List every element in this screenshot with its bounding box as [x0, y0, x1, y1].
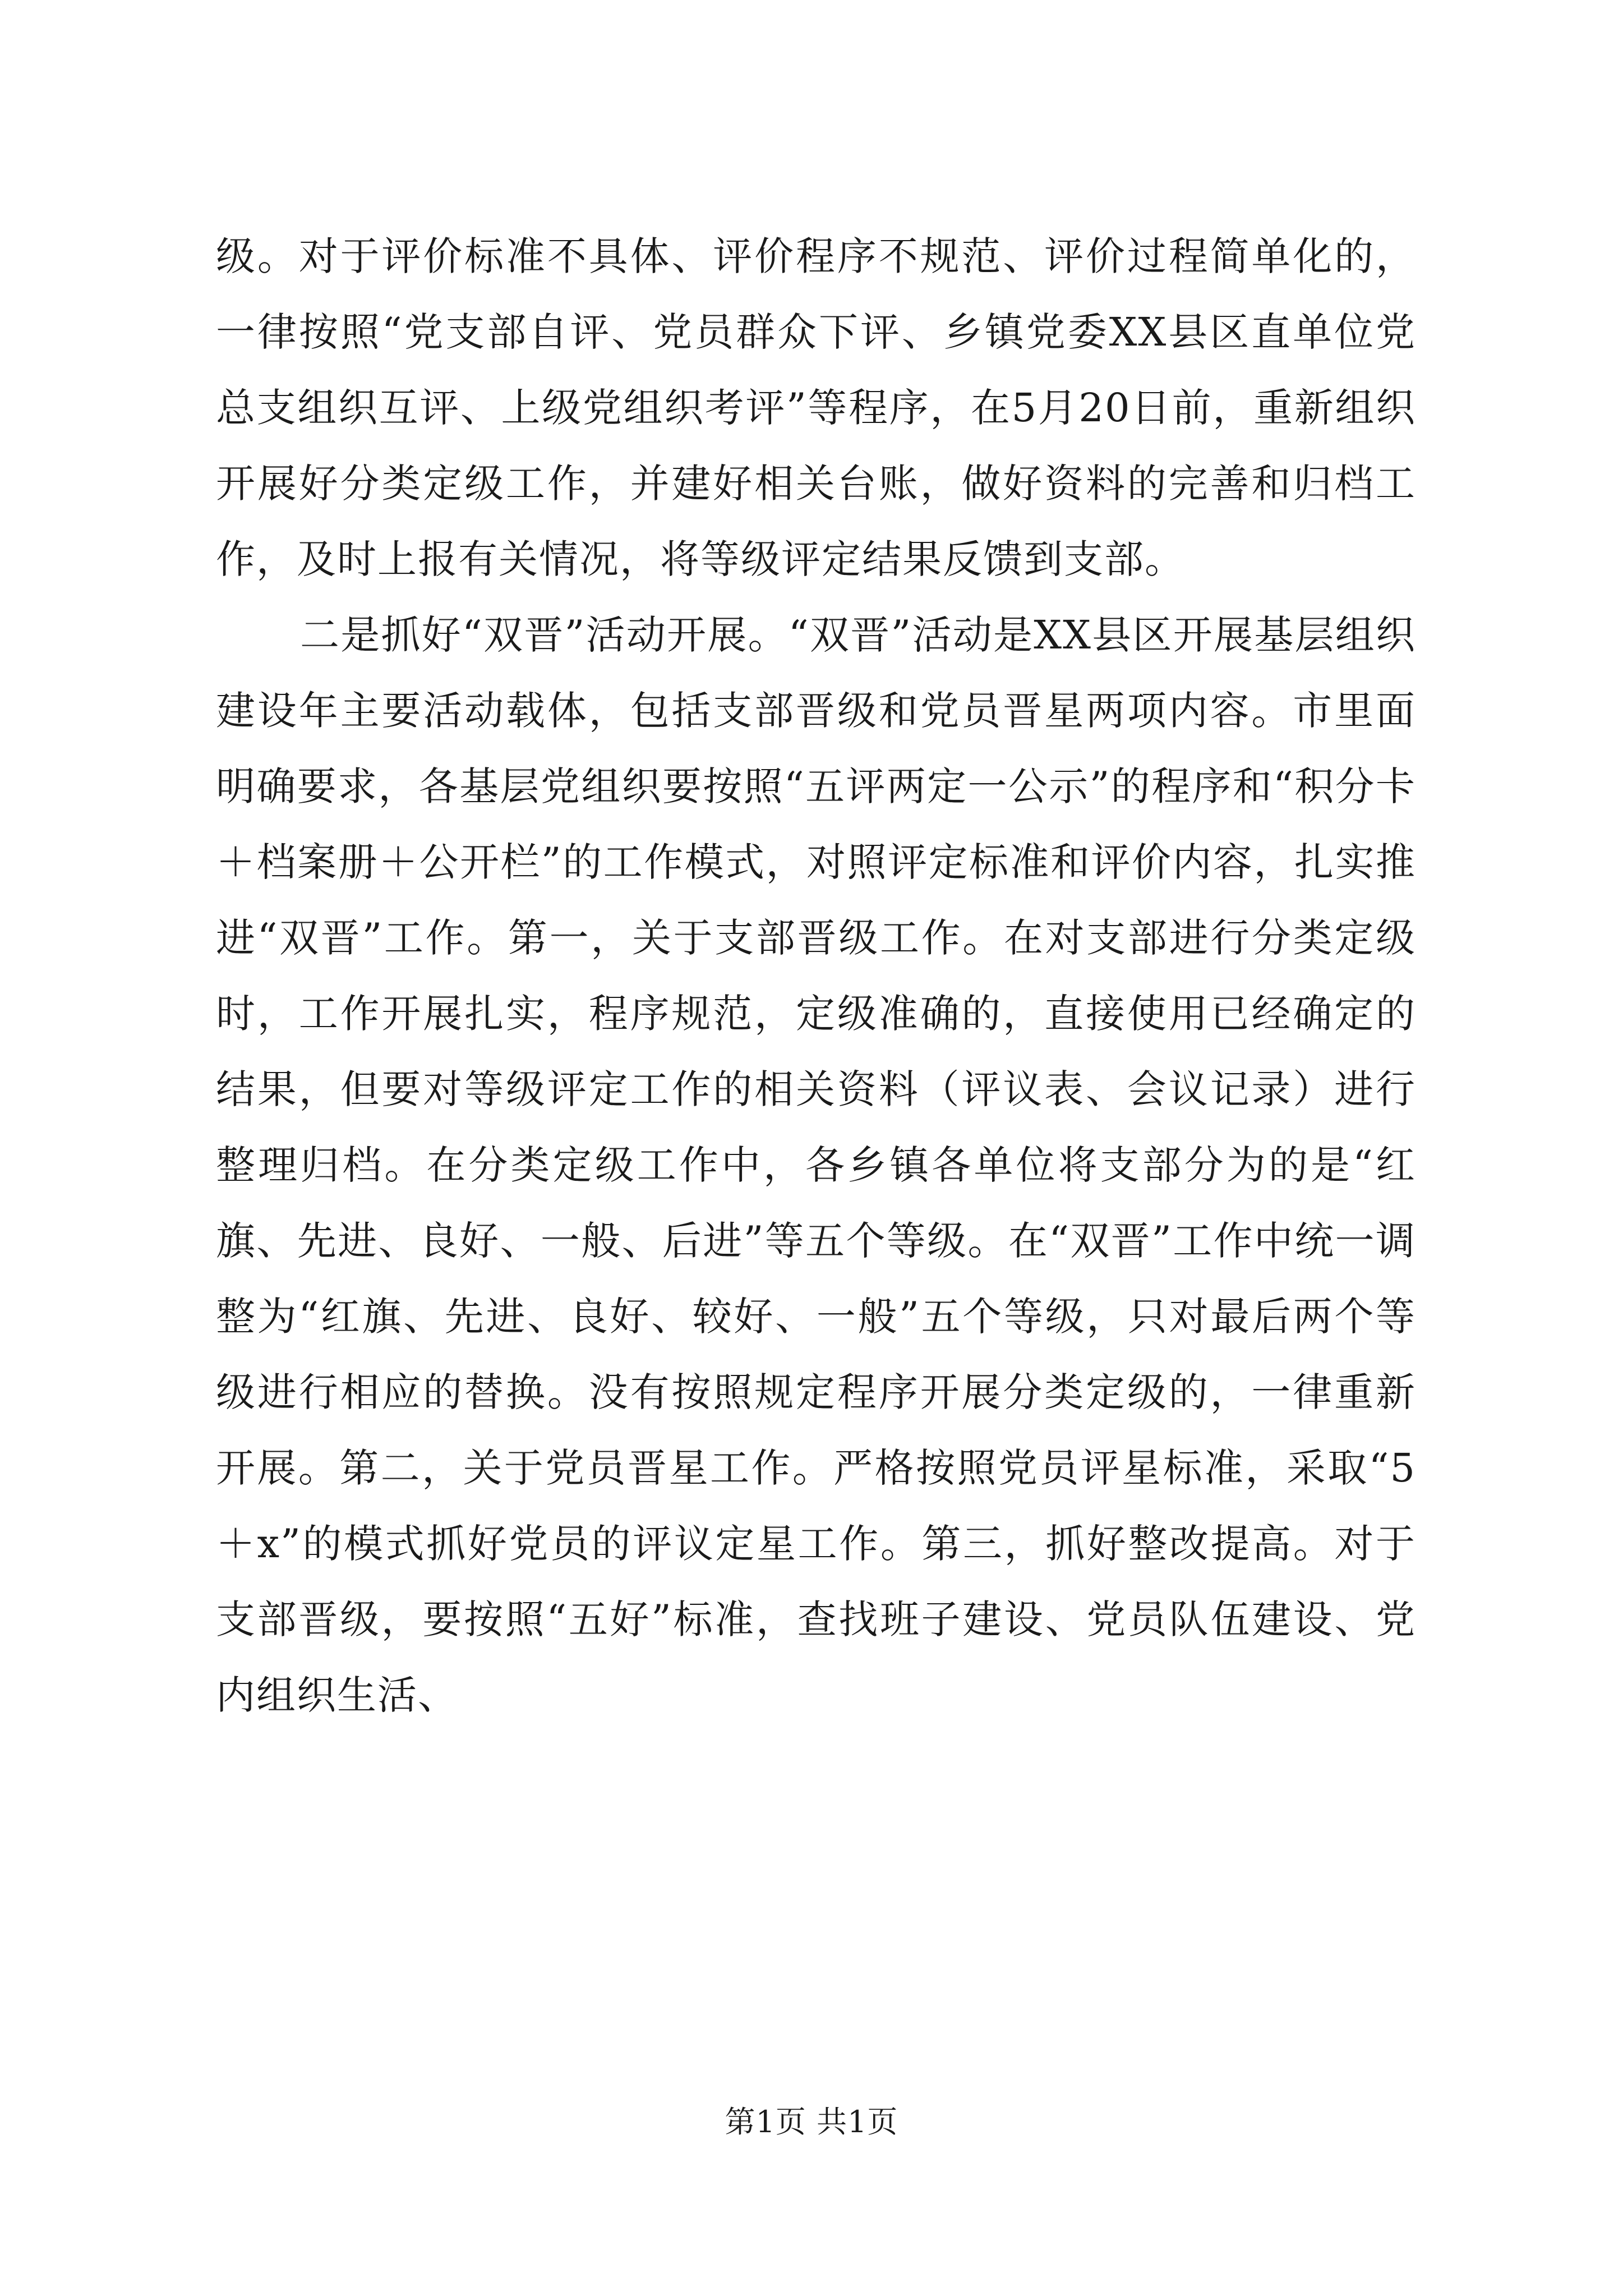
paragraph-continuation: 级。对于评价标准不具体、评价程序不规范、评价过程简单化的，一律按照“党支部自评、党员群众下评、乡镇党委XX县区直单位党总支组织互评、上级党组织考评”等程序，在5月20日前，重新组织开展好分类定级工作，并建好相关台账，做好资料的完善和归档工作，及时上报有关情况，将等级评定结果反馈到支部。: [216, 233, 1416, 582]
document-body: [216, 219, 1416, 1733]
page-footer: 第1页 共1页: [725, 2104, 898, 2139]
paragraph-shuangjin: 二是抓好“双晋”活动开展。“双晋”活动是XX县区开展基层组织建设年主要活动载体，包括支部晋级和党员晋星两项内容。市里面明确要求，各基层党组织要按照“五评两定一公示”的程序和“积分卡＋档案册＋公开栏”的工作模式，对照评定标准和评价内容，扎实推进“双晋”工作。第一，关于支部晋级工作。在对支部进行分类定级时，工作开展扎实，程序规范，定级准确的，直接使用已经确定的结果，但要对等级评定工作的相关资料（评议表、会议记录）进行整理归档。在分类定级工作中，各乡镇各单位将支部分为的是“红旗、先进、良好、一般、后进”等五个等级。在“双晋”工作中统一调整为“红旗、先进、良好、较好、一般”五个等级，只对最后两个等级进行相应的替换。没有按照规定程序开展分类定级的，一律重新开展。第二，关于党员晋星工作。严格按照党员评星标准，采取“5＋x”的模式抓好党员的评议定星工作。第三，抓好整改提高。对于支部晋级，要按照“五好”标准，查找班子建设、党员队伍建设、党内组织生活、: [216, 612, 1416, 1718]
